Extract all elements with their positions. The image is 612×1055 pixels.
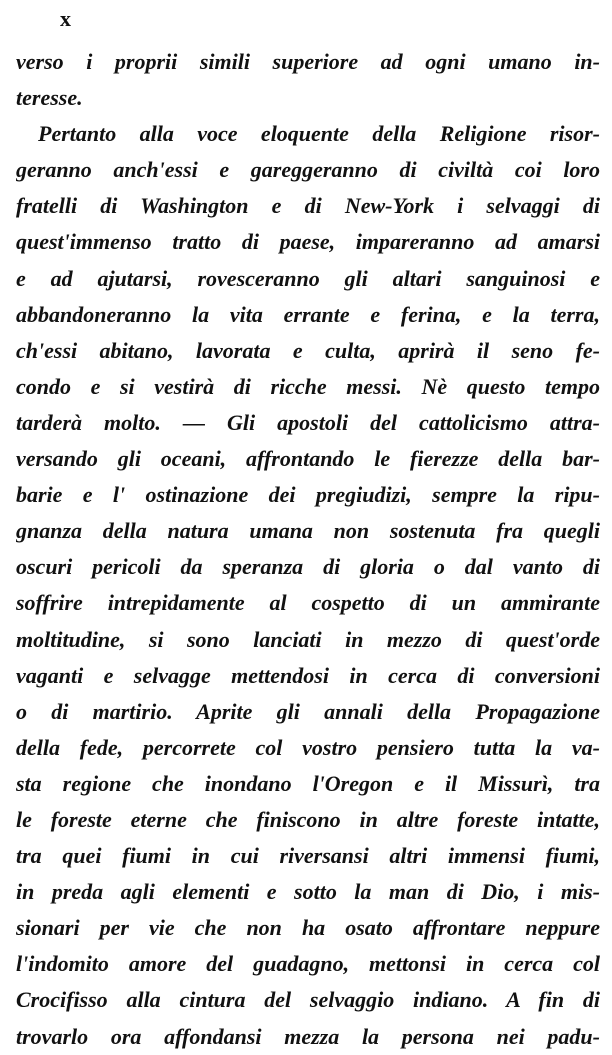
text-line: moltitudine, si sono lanciati in mezzo di quest'orde	[16, 626, 600, 652]
text-line: condo e si vestirà di ricche messi. Nè questo tempo	[16, 373, 600, 399]
text-line: geranno anch'essi e gareggeranno di civiltà coi loro	[16, 157, 600, 183]
text-line: verso i proprii simili superiore ad ogni umano in-	[16, 49, 600, 74]
text-line: soffrire intrepidamente al cospetto di un ammirante	[16, 590, 600, 616]
text-line: l'indomito amore del guadagno, mettonsi in cerca col	[16, 951, 600, 977]
text-line: tra quei fiumi in cui riversansi altri immensi fiumi,	[16, 843, 600, 869]
text-line: versando gli oceani, affrontando le fierezze della bar-	[16, 446, 600, 472]
text-line: sta regione che inondano l'Oregon e il Missurì, tra	[16, 770, 600, 796]
text-line: della fede, percorrete col vostro pensiero tutta la va-	[16, 734, 600, 760]
text-line: le foreste eterne che finiscono in altre foreste intatte,	[16, 806, 600, 832]
text-line: tarderà molto. — Gli apostoli del cattolicismo attra-	[16, 409, 600, 435]
text-line: o di martirio. Aprite gli annali della Propagazione	[16, 698, 600, 724]
text-line: e ad ajutarsi, rovesceranno gli altari sanguinosi e	[16, 265, 600, 291]
body-text	[16, 44, 600, 1055]
text-line: ch'essi abitano, lavorata e culta, aprirà il seno fe-	[16, 337, 600, 363]
text-line: Crocifisso alla cintura del selvaggio indiano. A fin di	[16, 987, 600, 1013]
text-line: quest'immenso tratto di paese, impareranno ad amarsi	[16, 229, 600, 255]
text-line: Pertanto alla voce eloquente della Religione risor-	[38, 121, 600, 147]
text-line: gnanza della natura umana non sostenuta fra quegli	[16, 518, 600, 544]
text-line: sionari per vie che non ha osato affrontare neppure	[16, 915, 600, 941]
text-line: oscuri pericoli da speranza di gloria o dal vanto di	[16, 554, 600, 580]
text-line: trovarlo ora affondansi mezza la persona nei padu-	[16, 1023, 600, 1049]
page-number: x	[60, 6, 72, 31]
text-line: vaganti e selvagge mettendosi in cerca di conversioni	[16, 662, 600, 688]
text-line: barie e l' ostinazione dei pregiudizi, sempre la ripu-	[16, 482, 600, 508]
text-line: in preda agli elementi e sotto la man di Dio, i mis-	[16, 879, 600, 905]
text-line: abbandoneranno la vita errante e ferina, e la terra,	[16, 301, 600, 327]
text-line: fratelli di Washington e di New-York i selvaggi di	[16, 193, 600, 219]
text-line: teresse.	[16, 85, 83, 111]
